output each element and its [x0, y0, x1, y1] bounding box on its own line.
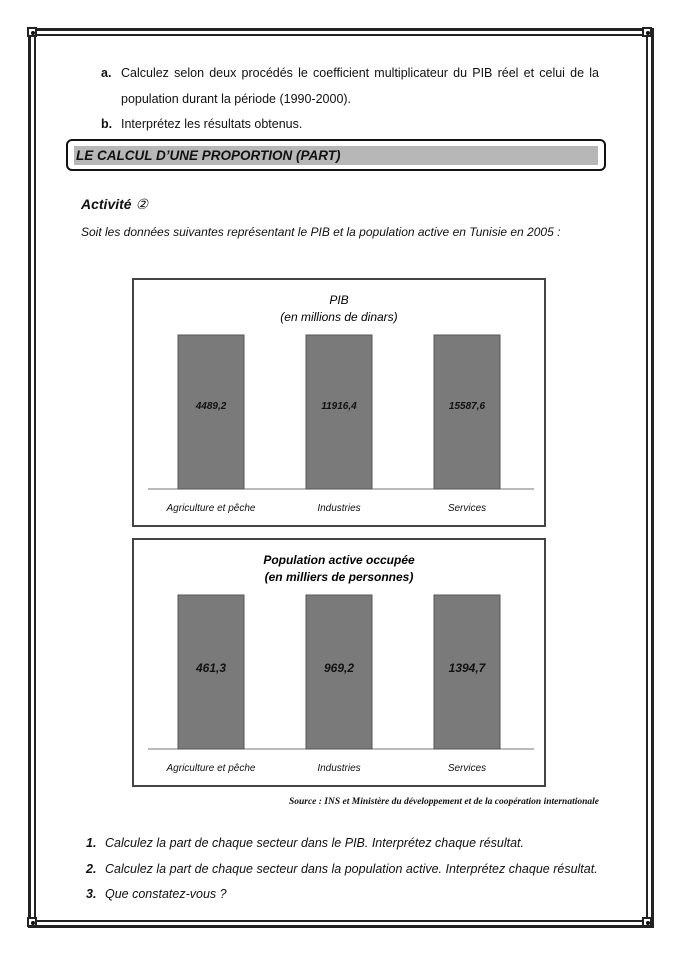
question-marker: 1. — [86, 836, 97, 850]
chart-pib-svg — [134, 280, 544, 525]
corner-ornament — [27, 917, 37, 927]
activity-intro: Soit les données suivantes représentant le PIB et la population active en Tunisie en 2005 : — [81, 225, 561, 239]
bar-value-label: 461,3 — [195, 661, 227, 675]
question-text: Calculez la part de chaque secteur dans le PIB. Interprétez chaque résultat. — [105, 836, 524, 850]
bar-value-label: 4489,2 — [195, 401, 227, 412]
category-label: Industries — [317, 763, 361, 774]
item-marker: a. — [101, 66, 112, 80]
corner-ornament — [27, 27, 37, 37]
item-marker: b. — [101, 117, 113, 131]
chart-subtitle: (en millions de dinars) — [280, 310, 398, 324]
category-label: Agriculture et pêche — [166, 503, 256, 514]
chart-pib — [132, 278, 546, 527]
corner-ornament — [642, 917, 652, 927]
category-label: Services — [447, 503, 487, 514]
question-marker: 3. — [86, 887, 97, 901]
chart-title: Population active occupée — [263, 553, 415, 567]
item-text: Calculez selon deux procédés le coefficient multiplicateur du PIB réel et celui de la — [121, 66, 599, 80]
circled-number-icon: ② — [135, 196, 149, 212]
bar — [306, 335, 372, 489]
activity-heading — [81, 196, 148, 213]
item-text: population durant la période (1990-2000). — [121, 92, 352, 106]
bar — [178, 335, 244, 489]
item-text: Interprétez les résultats obtenus. — [121, 117, 303, 131]
chart-title: PIB — [329, 293, 349, 307]
question-text: Calculez la part de chaque secteur dans la population active. Interprétez chaque résultat. — [105, 862, 598, 876]
question-marker: 2. — [86, 862, 97, 876]
bar-value-label: 969,2 — [323, 661, 355, 675]
bar-value-label: 15587,6 — [448, 401, 486, 412]
bar-value-label: 11916,4 — [321, 401, 357, 412]
category-label: Agriculture et pêche — [166, 763, 256, 774]
chart-subtitle: (en milliers de personnes) — [264, 570, 414, 584]
activity-title: Activité — [81, 196, 132, 212]
section-header — [66, 139, 606, 171]
chart-population — [132, 538, 546, 787]
bar-value-label: 1394,7 — [448, 661, 486, 675]
category-label: Industries — [317, 503, 361, 514]
chart-population-svg — [134, 540, 544, 785]
question-text: Que constatez-vous ? — [105, 887, 227, 901]
category-label: Services — [447, 763, 487, 774]
section-title: LE CALCUL D’UNE PROPORTION (PART) — [76, 148, 341, 163]
bar — [434, 335, 500, 489]
source-note: Source : INS et Ministère du développement et de la coopération internationale — [288, 797, 599, 807]
corner-ornament — [642, 27, 652, 37]
